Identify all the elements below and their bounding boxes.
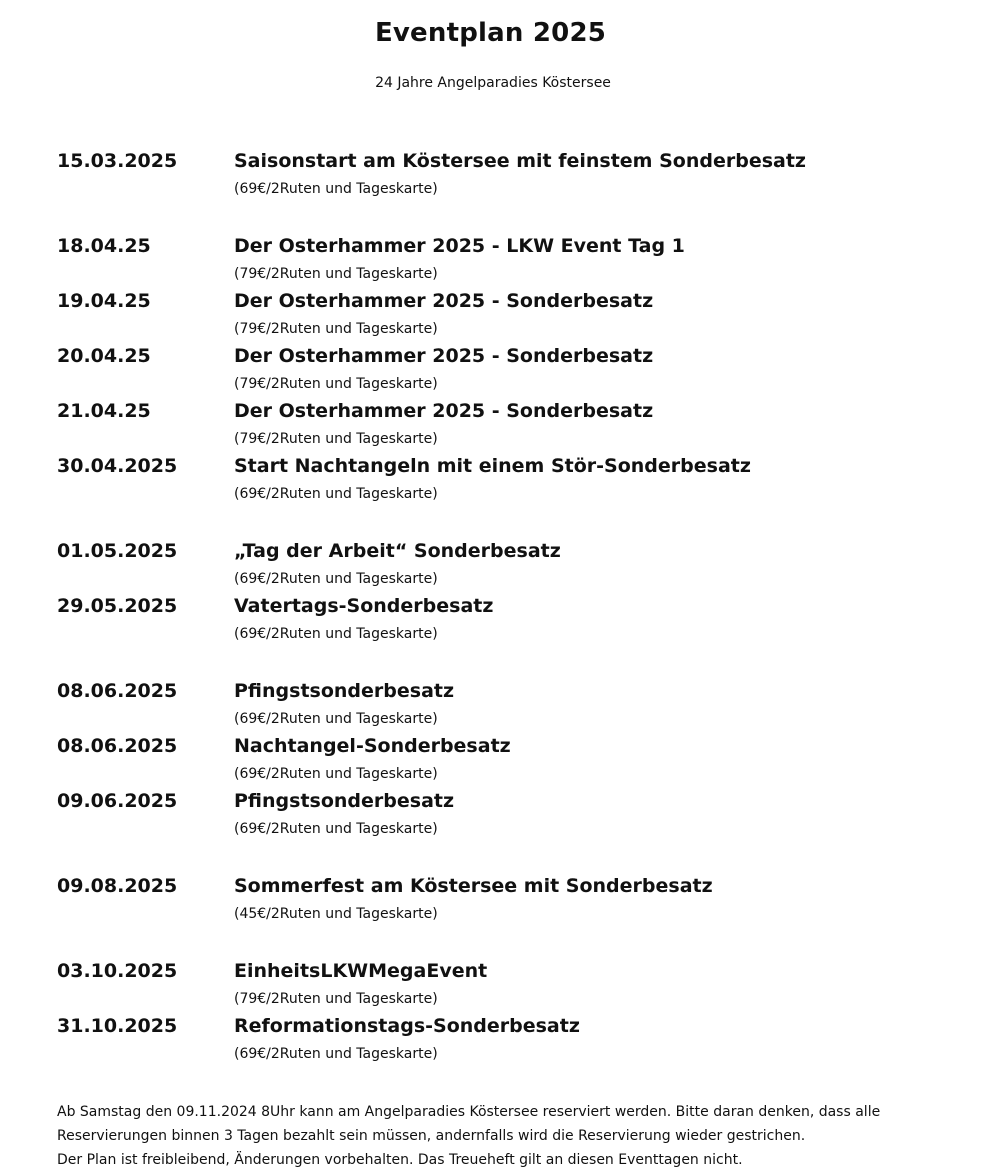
footer-line: Reservierungen binnen 3 Tagen bezahlt sein müssen, andernfalls wird die Reservierung wieder gestrichen. bbox=[57, 1128, 806, 1144]
event-row bbox=[57, 593, 957, 648]
event-row bbox=[57, 678, 957, 733]
footer-line: Ab Samstag den 09.11.2024 8Uhr kann am Angelparadies Köstersee reserviert werden. Bitte daran denken, dass alle bbox=[57, 1104, 881, 1120]
event-name: Der Osterhammer 2025 - LKW Event Tag 1 bbox=[234, 235, 685, 257]
event-name: Der Osterhammer 2025 - Sonderbesatz bbox=[234, 290, 654, 312]
event-row bbox=[57, 343, 957, 398]
event-name: Sommerfest am Köstersee mit Sonderbesatz bbox=[234, 875, 713, 897]
event-name: Start Nachtangeln mit einem Stör-Sonderbesatz bbox=[234, 455, 751, 477]
event-row bbox=[57, 538, 957, 593]
event-price: (69€/2Ruten und Tageskarte) bbox=[234, 571, 438, 587]
event-name: Der Osterhammer 2025 - Sonderbesatz bbox=[234, 345, 654, 367]
event-name: Pfingstsonderbesatz bbox=[234, 680, 455, 702]
event-date: 30.04.2025 bbox=[57, 455, 178, 477]
event-price: (69€/2Ruten und Tageskarte) bbox=[234, 1046, 438, 1062]
event-date: 09.08.2025 bbox=[57, 875, 178, 897]
event-row bbox=[57, 958, 957, 1013]
event-date: 01.05.2025 bbox=[57, 540, 178, 562]
event-price: (79€/2Ruten und Tageskarte) bbox=[234, 431, 438, 447]
event-name: Saisonstart am Köstersee mit feinstem Sonderbesatz bbox=[234, 150, 806, 172]
event-name: Pfingstsonderbesatz bbox=[234, 790, 455, 812]
event-date: 09.06.2025 bbox=[57, 790, 178, 812]
event-date: 29.05.2025 bbox=[57, 595, 178, 617]
event-date: 08.06.2025 bbox=[57, 680, 178, 702]
event-row bbox=[57, 1013, 957, 1068]
event-price: (45€/2Ruten und Tageskarte) bbox=[234, 906, 438, 922]
event-date: 15.03.2025 bbox=[57, 150, 178, 172]
event-date: 19.04.25 bbox=[57, 290, 151, 312]
event-date: 08.06.2025 bbox=[57, 735, 178, 757]
event-name: Reformationstags-Sonderbesatz bbox=[234, 1015, 580, 1037]
page-title: Eventplan 2025 bbox=[374, 18, 607, 48]
event-row bbox=[57, 398, 957, 453]
event-price: (69€/2Ruten und Tageskarte) bbox=[234, 486, 438, 502]
event-price: (79€/2Ruten und Tageskarte) bbox=[234, 266, 438, 282]
event-price: (69€/2Ruten und Tageskarte) bbox=[234, 766, 438, 782]
event-row bbox=[57, 233, 957, 288]
event-list bbox=[57, 148, 957, 1068]
event-name: Nachtangel-Sonderbesatz bbox=[234, 735, 511, 757]
event-date: 21.04.25 bbox=[57, 400, 151, 422]
event-date: 31.10.2025 bbox=[57, 1015, 178, 1037]
event-price: (69€/2Ruten und Tageskarte) bbox=[234, 711, 438, 727]
event-date: 20.04.25 bbox=[57, 345, 151, 367]
event-date: 18.04.25 bbox=[57, 235, 151, 257]
event-row bbox=[57, 788, 957, 843]
page-subtitle: 24 Jahre Angelparadies Köstersee bbox=[375, 75, 611, 91]
footer-line: Der Plan ist freibleibend, Änderungen vorbehalten. Das Treueheft gilt an diesen Eventtagen nicht. bbox=[57, 1152, 743, 1168]
footer-notes bbox=[57, 1100, 957, 1172]
event-price: (69€/2Ruten und Tageskarte) bbox=[234, 821, 438, 837]
event-row bbox=[57, 733, 957, 788]
event-row bbox=[57, 148, 957, 203]
event-date: 03.10.2025 bbox=[57, 960, 178, 982]
event-name: Der Osterhammer 2025 - Sonderbesatz bbox=[234, 400, 654, 422]
event-price: (79€/2Ruten und Tageskarte) bbox=[234, 376, 438, 392]
event-row bbox=[57, 288, 957, 343]
event-price: (79€/2Ruten und Tageskarte) bbox=[234, 991, 438, 1007]
event-row bbox=[57, 453, 957, 508]
event-row bbox=[57, 873, 957, 928]
event-price: (79€/2Ruten und Tageskarte) bbox=[234, 321, 438, 337]
event-price: (69€/2Ruten und Tageskarte) bbox=[234, 181, 438, 197]
event-name: Vatertags-Sonderbesatz bbox=[234, 595, 494, 617]
event-price: (69€/2Ruten und Tageskarte) bbox=[234, 626, 438, 642]
event-name: „Tag der Arbeit“ Sonderbesatz bbox=[234, 540, 561, 562]
event-name: EinheitsLKWMegaEvent bbox=[234, 960, 488, 982]
